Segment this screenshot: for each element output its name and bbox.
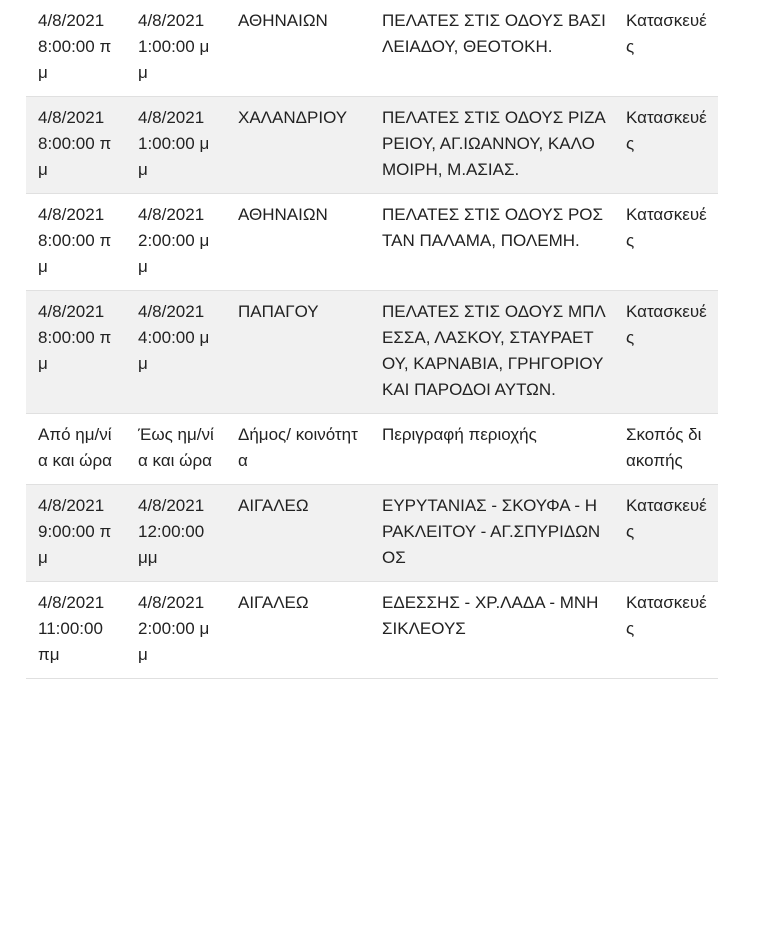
area-description-cell: ΠΕΛΑΤΕΣ ΣΤΙΣ ΟΔΟΥΣ ΡΙΖΑΡΕΙΟΥ, ΑΓ.ΙΩΑΝΝΟΥ, ΚΑΛΟΜΟΙΡΗ, Μ.ΑΣΙΑΣ. [370,97,614,194]
area-description-cell: ΠΕΛΑΤΕΣ ΣΤΙΣ ΟΔΟΥΣ ΜΠΛΕΣΣΑ, ΛΑΣΚΟΥ, ΣΤΑΥΡΑΕΤΟΥ, ΚΑΡΝΑΒΙΑ, ΓΡΗΓΟΡΙΟΥ ΚΑΙ ΠΑΡΟΔΟΙ ΑΥΤΩΝ. [370,291,614,414]
area-description-cell: ΠΕΛΑΤΕΣ ΣΤΙΣ ΟΔΟΥΣ ΒΑΣΙΛΕΙΑΔΟΥ, ΘΕΟΤΟΚΗ. [382,11,606,56]
municipality-cell: ΑΙΓΑΛΕΩ [238,593,309,612]
to-datetime-cell: 4/8/2021 12:00:00 μμ [126,485,226,582]
table-row [26,582,718,679]
header-to: Έως ημ/νία και ώρα [138,425,214,470]
reason-cell: Κατασκευές [614,97,718,194]
reason-cell: Κατασκευές [626,11,707,56]
from-datetime-cell: 4/8/2021 8:00:00 πμ [38,11,112,82]
to-datetime-cell: 4/8/2021 2:00:00 μμ [138,593,210,664]
reason-cell: Κατασκευές [614,485,718,582]
to-datetime-cell: 4/8/2021 2:00:00 μμ [138,205,210,276]
to-datetime-cell: 4/8/2021 4:00:00 μμ [126,291,226,414]
from-datetime-cell: 4/8/2021 11:00:00 πμ [38,593,105,664]
from-datetime-cell: 4/8/2021 8:00:00 πμ [26,291,126,414]
municipality-cell: ΧΑΛΑΝΔΡΙΟΥ [226,97,370,194]
outages-table [26,0,718,679]
municipality-cell: ΠΑΠΑΓΟΥ [226,291,370,414]
table-row [26,0,718,97]
area-description-cell: ΕΥΡΥΤΑΝΙΑΣ - ΣΚΟΥΦΑ - ΗΡΑΚΛΕΙΤΟΥ - ΑΓ.ΣΠΥΡΙΔΩΝΟΣ [370,485,614,582]
table-row [26,97,718,194]
reason-cell: Κατασκευές [614,291,718,414]
from-datetime-cell: 4/8/2021 9:00:00 πμ [26,485,126,582]
municipality-cell: ΑΘΗΝΑΙΩΝ [238,205,328,224]
table-row [26,485,718,582]
reason-cell: Κατασκευές [626,205,707,250]
table-header-row [26,414,718,485]
header-reason: Σκοπός διακοπής [626,425,702,470]
to-datetime-cell: 4/8/2021 1:00:00 μμ [126,97,226,194]
area-description-cell: ΠΕΛΑΤΕΣ ΣΤΙΣ ΟΔΟΥΣ ΡΟΣΤΑΝ ΠΑΛΑΜΑ, ΠΟΛΕΜΗ. [382,205,604,250]
from-datetime-cell: 4/8/2021 8:00:00 πμ [38,205,112,276]
from-datetime-cell: 4/8/2021 8:00:00 πμ [26,97,126,194]
to-datetime-cell: 4/8/2021 1:00:00 μμ [138,11,210,82]
header-from: Από ημ/νία και ώρα [38,425,112,470]
reason-cell: Κατασκευές [626,593,707,638]
municipality-cell: ΑΘΗΝΑΙΩΝ [238,11,328,30]
municipality-cell: ΑΙΓΑΛΕΩ [226,485,370,582]
table-row [26,194,718,291]
header-description: Περιγραφή περιοχής [382,425,537,444]
header-municipality: Δήμος/ κοινότητα [238,425,358,470]
area-description-cell: ΕΔΕΣΣΗΣ - ΧΡ.ΛΑΔΑ - ΜΝΗΣΙΚΛΕΟΥΣ [382,593,599,638]
table-row [26,291,718,414]
